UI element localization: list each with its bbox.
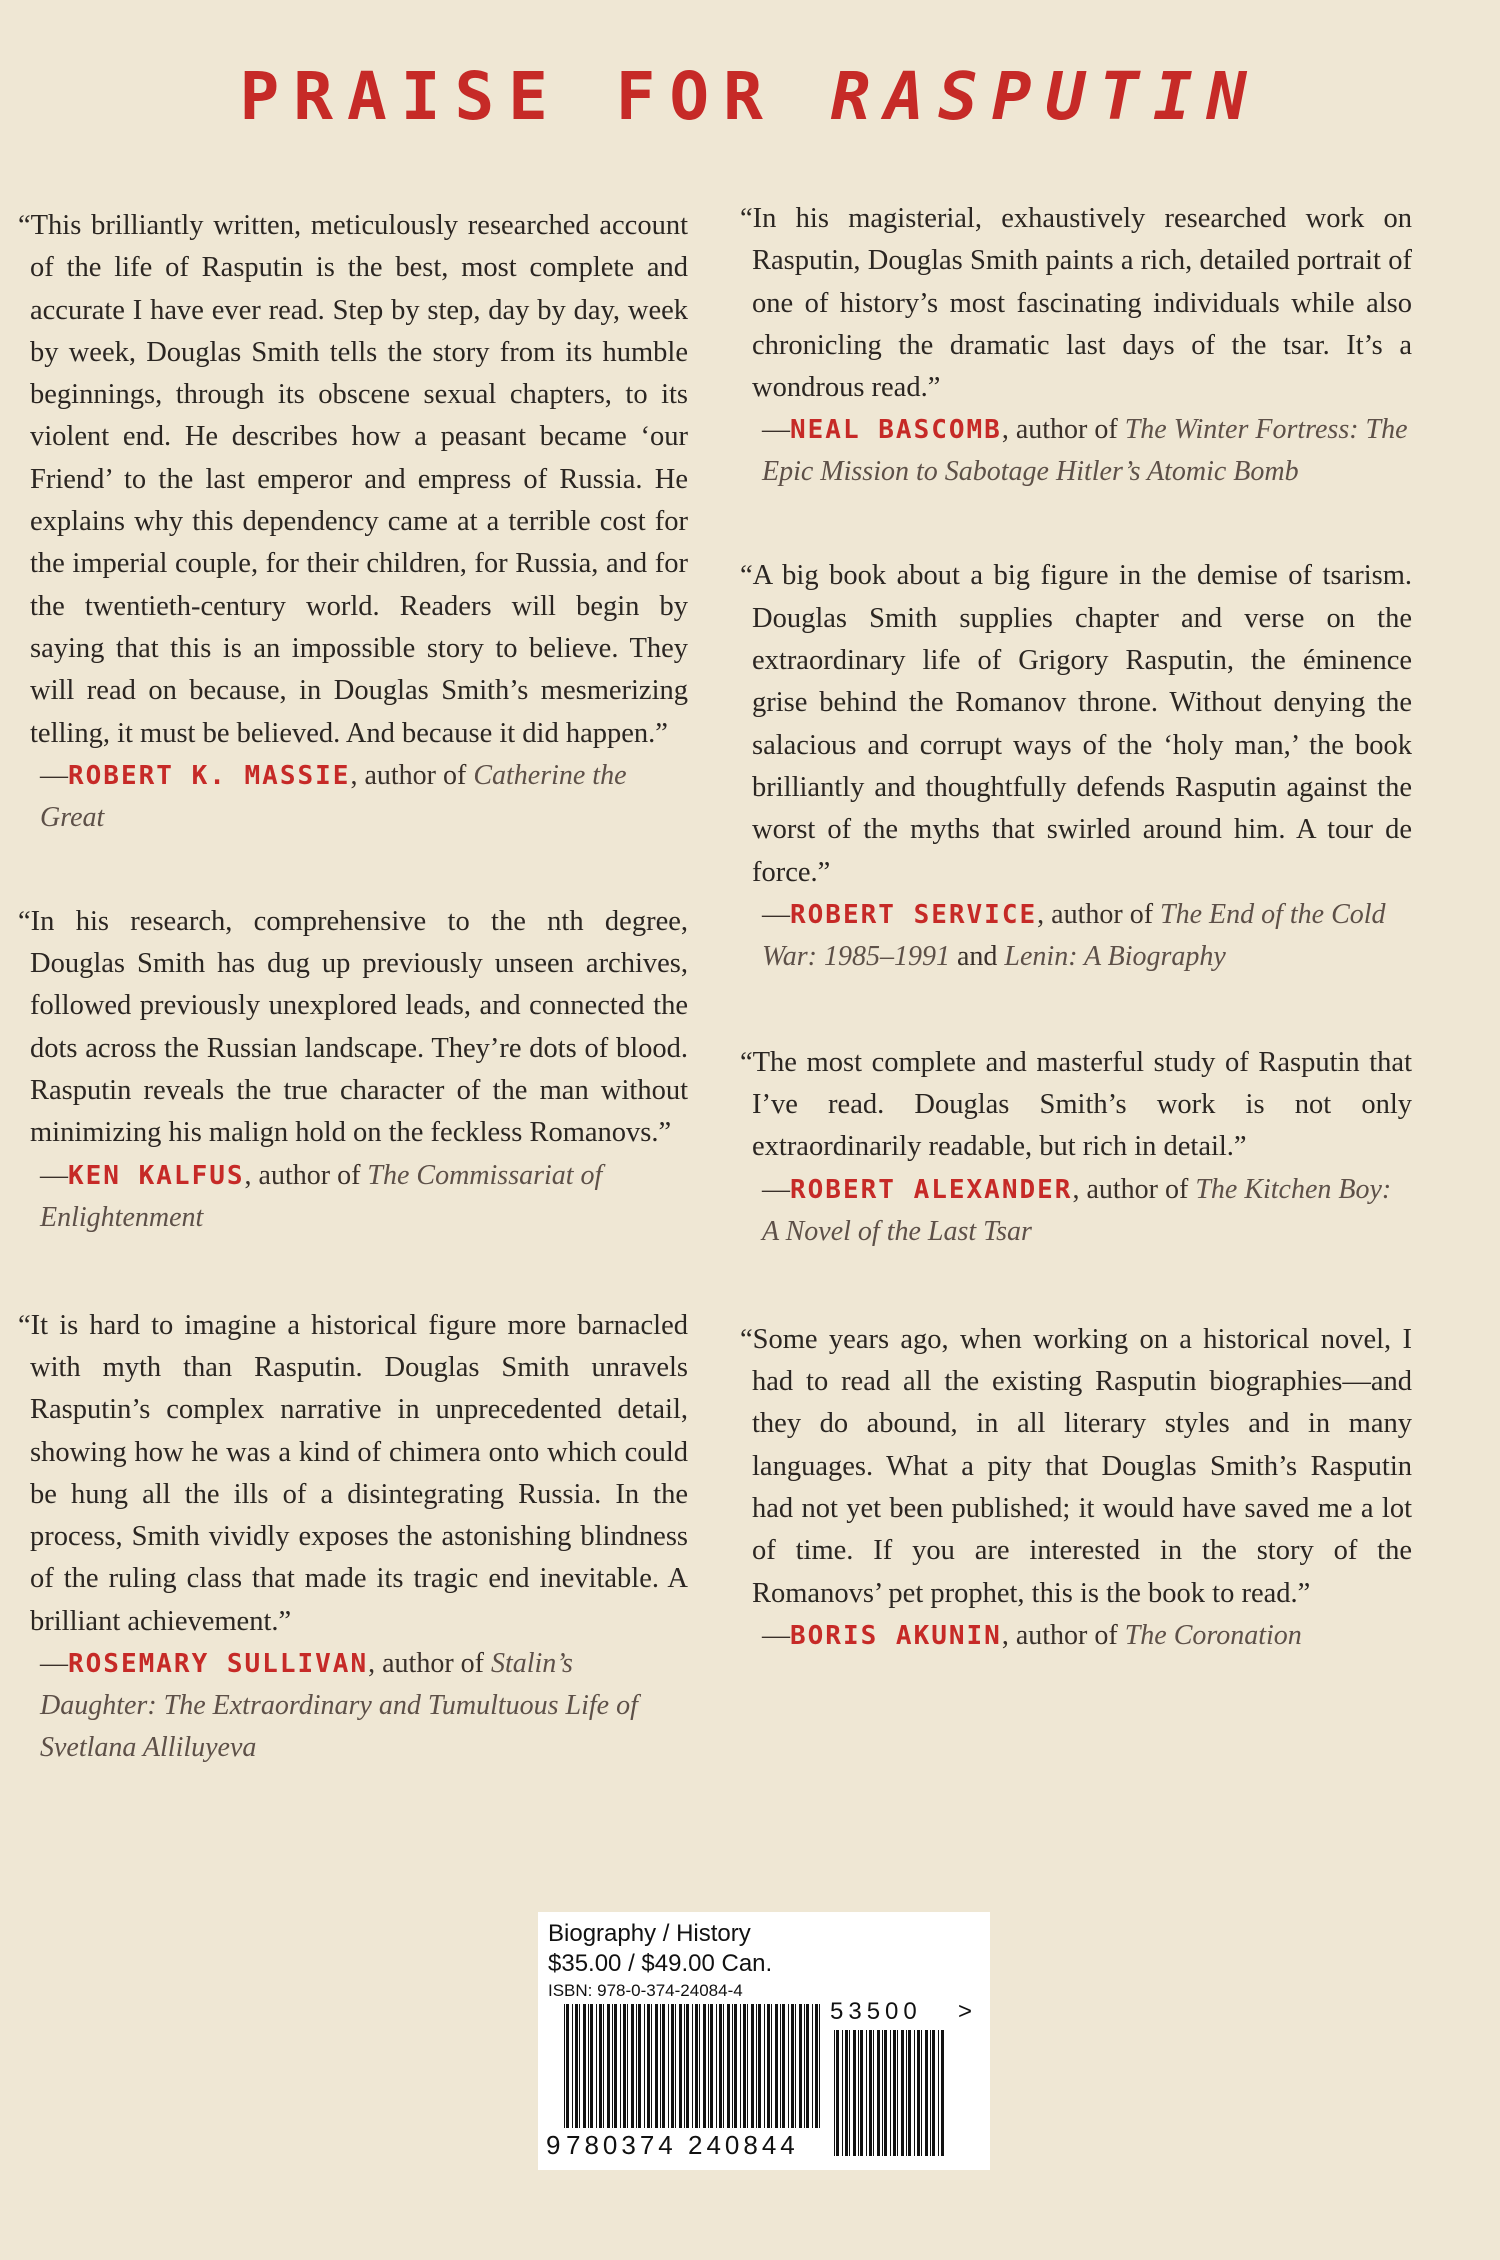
barcode-bar <box>699 2004 700 2128</box>
barcode-bar <box>564 2004 565 2128</box>
barcode-bar <box>767 2004 770 2128</box>
addon-digits: 53500 <box>830 1998 922 2025</box>
reviewer-name: ROBERT K. MASSIE <box>68 760 351 791</box>
quote-text: “Some years ago, when working on a historical novel, I had to read all the existing Rasputin biographies—and they do abound, in all literary styles and in many languages. What a pity that Douglas Smith’s Rasputin had not yet been published; it would have saved me a lot of time. If you are interested in the story of the Romanovs’ pet prophet, this is the book to read.” <box>740 1323 1412 1609</box>
barcode-bar <box>860 2030 863 2156</box>
author-of-text: , author of <box>1037 898 1161 930</box>
barcode-bar <box>660 2004 661 2128</box>
blurb-sullivan <box>18 1305 688 1769</box>
barcode-bar <box>710 2004 713 2128</box>
barcode-bar <box>723 2004 724 2128</box>
barcode-bar <box>692 2004 693 2128</box>
barcode-bar <box>884 2030 887 2156</box>
barcode-bar <box>612 2004 613 2128</box>
reviewer-work: Catherine the Great <box>40 759 627 833</box>
reviewer-work: The Kitchen Boy: A Novel of the Last Tsar <box>762 1173 1392 1247</box>
barcode-bar <box>740 2004 741 2128</box>
barcode-bar <box>917 2030 920 2156</box>
reviewer-name: ROBERT SERVICE <box>790 899 1038 930</box>
barcode-bar <box>906 2030 907 2156</box>
reviewer-name: NEAL BASCOMB <box>790 415 1002 446</box>
barcode-bar <box>877 2030 880 2156</box>
barcode-bar <box>655 2004 658 2128</box>
category-text: Biography / History <box>548 1920 751 1947</box>
barcode-bar <box>758 2004 761 2128</box>
reviewer-name: ROSEMARY SULLIVAN <box>68 1649 369 1680</box>
reviewer-work: The End of the Cold War: 1985–1991 <box>762 898 1386 972</box>
barcode-bar <box>938 2030 939 2156</box>
quote-text: “In his research, comprehensive to the nth degree, Douglas Smith has dug up previously unseen archives, followed previously unexplored leads, and connected the dots across the Russian landscape. They’re dots of blood. Rasputin reveals the true character of the man without minimizing his malign hold on the feckless Romanovs.” <box>18 905 688 1149</box>
barcode-bar <box>747 2004 748 2128</box>
blurb-service <box>740 555 1412 977</box>
isbn-text: ISBN: 978-0-374-24084-4 <box>548 1981 743 2000</box>
barcode-bar <box>853 2030 856 2156</box>
barcode-bar <box>627 2004 628 2128</box>
barcode-bar <box>771 2004 772 2128</box>
barcode-bar <box>579 2004 580 2128</box>
reviewer-name: BORIS AKUNIN <box>790 1620 1002 1651</box>
reviewer-work: Stalin’s Daughter: The Extraordinary and Tumultuous Life of Svetlana Alliluyeva <box>40 1648 638 1764</box>
page-title <box>0 58 1500 135</box>
barcode-bar <box>782 2004 785 2128</box>
barcode-bar <box>647 2004 650 2128</box>
attribution: —BORIS AKUNIN, author of The Coronation <box>762 1619 1302 1651</box>
barcode-bar <box>596 2004 597 2128</box>
barcode-lead-digit: 9 <box>546 2130 561 2160</box>
blurb-kalfus <box>18 901 688 1239</box>
barcode-bar <box>858 2030 859 2156</box>
title-prefix: PRAISE FOR <box>239 58 831 135</box>
reviewer-name: KEN KALFUS <box>68 1160 245 1191</box>
barcode-bars <box>564 2004 820 2128</box>
barcode-bar <box>716 2004 717 2128</box>
barcode-bar <box>869 2030 872 2156</box>
barcode-bar <box>791 2004 794 2128</box>
quote-text: “It is hard to imagine a historical figure more barnacled with myth than Rasputin. Douglas Smith unravels Rasputin’s complex narrative in unprecedented detail, showing how he was a kind of chimera onto which could be hung all the ills of a disintegrating Russia. In the process, Smith vividly exposes the astonishing blindness of the ruling class that made its tragic end inevitable. A brilliant achievement.” <box>18 1309 688 1637</box>
barcode-bar <box>651 2004 652 2128</box>
author-of-text: , author of <box>1001 1619 1125 1651</box>
barcode-bar <box>732 2004 733 2128</box>
attribution: —ROSEMARY SULLIVAN, author of Stalin’s Daughter: The Extraordinary and Tumultuous Life of Svetlana Alliluyeva <box>40 1648 638 1764</box>
barcode-bar <box>636 2004 637 2128</box>
barcode-bar <box>788 2004 789 2128</box>
barcode-bar <box>930 2030 931 2156</box>
barcode-bar <box>575 2004 578 2128</box>
barcode-bar <box>675 2004 676 2128</box>
author-of-text: , author of <box>1072 1173 1196 1205</box>
barcode-bar <box>812 2004 813 2128</box>
barcode-bar <box>668 2004 669 2128</box>
reviewer-work: The Commissariat of Enlightenment <box>40 1159 603 1233</box>
barcode-bar <box>901 2030 904 2156</box>
barcode-bar <box>842 2030 843 2156</box>
barcode-bar <box>795 2004 796 2128</box>
attribution: —NEAL BASCOMB, author of The Winter Fortress: The Epic Mission to Sabotage Hitler’s Atomic Bomb <box>762 414 1408 488</box>
barcode-bar <box>775 2004 778 2128</box>
title-book: RASPUTIN <box>830 58 1261 135</box>
barcode-bar <box>695 2004 698 2128</box>
barcode-digits: 780374 240844 <box>566 2130 799 2160</box>
barcode-bar <box>583 2004 586 2128</box>
barcode-bar <box>588 2004 589 2128</box>
barcode-bar <box>819 2004 820 2128</box>
barcode-bar <box>836 2030 839 2156</box>
attribution: —ROBERT K. MASSIE, author of Catherine the Great <box>40 759 627 833</box>
barcode-bar <box>806 2004 809 2128</box>
reviewer-name: ROBERT ALEXANDER <box>790 1174 1073 1205</box>
barcode-bar <box>566 2004 569 2128</box>
barcode-label <box>538 1912 990 2170</box>
barcode-bar <box>679 2004 682 2128</box>
barcode-bar <box>719 2004 722 2128</box>
barcode-bar <box>756 2004 757 2128</box>
barcode-bar <box>671 2004 674 2128</box>
barcode-bar <box>897 2030 898 2156</box>
barcode-bar <box>925 2030 928 2156</box>
barcode-bar <box>623 2004 626 2128</box>
author-of-text: , author of <box>350 759 474 791</box>
barcode-bar <box>804 2004 805 2128</box>
blurb-massie <box>18 205 688 839</box>
barcode-bar <box>845 2030 848 2156</box>
barcode-bar <box>703 2004 706 2128</box>
barcode-bar <box>882 2030 883 2156</box>
attribution: —ROBERT ALEXANDER, author of The Kitchen Boy: A Novel of the Last Tsar <box>762 1173 1392 1247</box>
barcode-bar <box>921 2030 922 2156</box>
barcode-bar <box>734 2004 737 2128</box>
quote-text: “The most complete and masterful study of Rasputin that I’ve read. Douglas Smith’s work is not only extraordinarily readable, but rich in detail.” <box>740 1046 1412 1163</box>
attribution: —ROBERT SERVICE, author of The End of the Cold War: 1985–1991 and Lenin: A Biography <box>762 898 1386 972</box>
blurb-alexander <box>740 1042 1412 1253</box>
right-column <box>740 198 1412 1657</box>
blurb-bascomb <box>740 198 1412 493</box>
barcode-bar <box>662 2004 665 2128</box>
barcode-bar <box>893 2030 896 2156</box>
barcode-bar <box>603 2004 604 2128</box>
barcode-bar <box>914 2030 915 2156</box>
attribution: —KEN KALFUS, author of The Commissariat of Enlightenment <box>40 1159 603 1233</box>
quote-text: “A big book about a big figure in the demise of tsarism. Douglas Smith supplies chapter and verse on the extraordinary life of Grigory Rasputin, the éminence grise behind the Romanov throne. Without denying the salacious and corrupt ways of the ‘holy man,’ the book brilliantly and thoughtfully defends Rasputin against the worst of the myths that swirled around him. A tour de force.” <box>740 560 1412 888</box>
barcode-bar <box>941 2030 944 2156</box>
barcode-bar <box>644 2004 645 2128</box>
and-text: and <box>949 940 1005 972</box>
barcode-bar <box>708 2004 709 2128</box>
addon-marker: > <box>958 1998 973 2025</box>
barcode-bar <box>727 2004 730 2128</box>
price-text: $35.00 / $49.00 Can. <box>548 1950 773 1977</box>
reviewer-work: The Winter Fortress: The Epic Mission to Sabotage Hitler’s Atomic Bomb <box>762 414 1408 488</box>
barcode-bar <box>866 2030 867 2156</box>
barcode-bar <box>932 2030 935 2156</box>
barcode-bar <box>873 2030 874 2156</box>
quote-text: “This brilliantly written, meticulously researched account of the life of Rasputin is the best, most complete and accurate I have ever read. Step by step, day by day, week by week, Douglas Smith tells the story from its humble beginnings, through its obscene sexual chapters, to its violent end. He describes how a peasant became ‘our Friend’ to the last emperor and empress of Russia. He explains why this dependency came at a terrible cost for the imperial couple, for their children, for Russia, and for the twentieth-century world. Readers will begin by saying that this is an impossible story to believe. They will read on because, in Douglas Smith’s mesmerizing telling, it must be believed. And because it did happen.” <box>18 210 688 749</box>
barcode-bar <box>799 2004 802 2128</box>
barcode-bar <box>834 2030 835 2156</box>
barcode-bar <box>620 2004 621 2128</box>
barcode-bar <box>849 2030 850 2156</box>
barcode-bar <box>743 2004 746 2128</box>
barcode-bar <box>631 2004 634 2128</box>
reviewer-work-2: Lenin: A Biography <box>1004 940 1226 972</box>
barcode-bar <box>590 2004 593 2128</box>
reviewer-work: The Coronation <box>1124 1619 1302 1651</box>
barcode-bar <box>908 2030 911 2156</box>
left-column <box>18 205 688 1769</box>
author-of-text: , author of <box>368 1648 491 1680</box>
author-of-text: , author of <box>1001 414 1125 446</box>
barcode-bar <box>780 2004 781 2128</box>
blurb-akunin <box>740 1319 1412 1657</box>
barcode-bar <box>890 2030 891 2156</box>
barcode-bar <box>572 2004 573 2128</box>
addon-barcode-bars <box>834 2030 944 2156</box>
barcode-bar <box>638 2004 641 2128</box>
barcode-bar <box>614 2004 617 2128</box>
quote-text: “In his magisterial, exhaustively researched work on Rasputin, Douglas Smith paints a rich, detailed portrait of one of history’s most fascinating individuals while also chronicling the dramatic last days of the tsar. It’s a wondrous read.” <box>740 203 1412 404</box>
author-of-text: , author of <box>244 1159 368 1191</box>
barcode-bar <box>764 2004 765 2128</box>
barcode-bar <box>607 2004 610 2128</box>
barcode-bar <box>686 2004 689 2128</box>
barcode-bar <box>815 2004 818 2128</box>
barcode-bar <box>751 2004 754 2128</box>
barcode-bar <box>599 2004 602 2128</box>
barcode-bar <box>684 2004 685 2128</box>
